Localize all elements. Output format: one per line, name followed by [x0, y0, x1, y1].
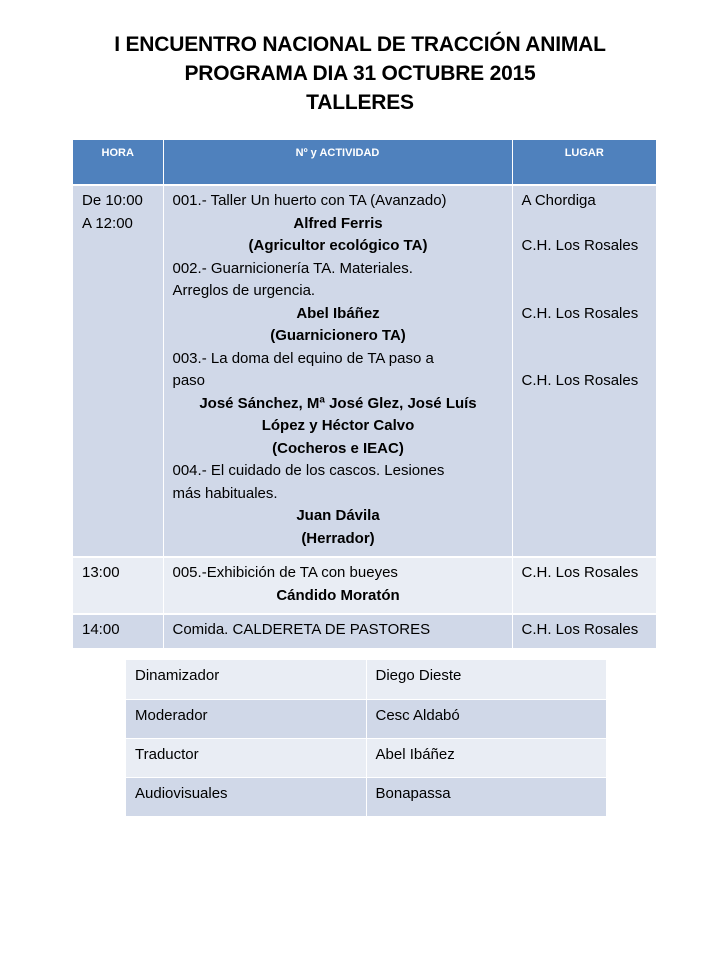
header-lugar: LUGAR: [512, 140, 656, 185]
activity-003-line2: paso: [172, 372, 206, 389]
activity-002-person: Abel Ibáñez: [296, 304, 380, 322]
activity-002-role: (Guarnicionero TA): [270, 327, 406, 344]
activity-004-person: Juan Dávila: [296, 507, 380, 524]
lugar-003: C.H. Los Rosales: [521, 304, 639, 322]
lugar-004: C.H. Los Rosales: [521, 372, 639, 389]
role-label: Dinamizador: [126, 660, 366, 699]
title-line-3: TALLERES: [306, 91, 414, 114]
activity-005-person: Cándido Moratón: [276, 586, 400, 604]
activity-005: 005.-Exhibición de TA con bueyes: [172, 564, 398, 581]
title-line-2: PROGRAMA DIA 31 OCTUBRE 2015: [184, 62, 536, 85]
title-line-1: I ENCUENTRO NACIONAL DE TRACCIÓN ANIMAL: [114, 33, 606, 56]
activity-001-role: (Agricultor ecológico TA): [248, 237, 428, 254]
cell-lugar: C.H. Los Rosales: [512, 614, 656, 648]
role-person: Abel Ibáñez: [366, 738, 606, 777]
activity-003-person-1: José Sánchez, Mª José Glez, José Luís: [199, 394, 477, 412]
cell-lugar: [512, 185, 656, 557]
table-row: [126, 738, 606, 777]
role-label: Audiovisuales: [126, 777, 366, 816]
cell-hora: 14:00: [73, 614, 163, 648]
lugar-002: C.H. Los Rosales: [521, 237, 639, 254]
roles-table: [126, 660, 606, 817]
header-hora: HORA: [73, 140, 163, 185]
role-label: Moderador: [126, 699, 366, 738]
header-actividad: Nº y ACTIVIDAD: [163, 140, 512, 185]
activity-001: 001.- Taller Un huerto con TA (Avanzado): [172, 192, 447, 209]
table-row: [73, 557, 656, 614]
activity-004-role: (Herrador): [301, 529, 375, 547]
lugar-001: A Chordiga: [521, 192, 596, 209]
program-header-row: [73, 140, 656, 185]
activity-002-line2: Arreglos de urgencia.: [172, 282, 316, 299]
activity-001-person: Alfred Ferris: [293, 214, 383, 232]
hora-end: A 12:00: [82, 214, 133, 232]
activity-003-person-2: López y Héctor Calvo: [261, 417, 415, 434]
role-person: Cesc Aldabó: [366, 699, 606, 738]
program-table: [73, 140, 656, 648]
table-row: [126, 699, 606, 738]
activity-003-role: (Cocheros e IEAC): [272, 439, 404, 457]
activity-003-line1: 003.- La doma del equino de TA paso a: [172, 349, 434, 367]
activity-002-line1: 002.- Guarnicionería TA. Materiales.: [172, 259, 413, 277]
cell-lugar: C.H. Los Rosales: [512, 557, 656, 614]
table-row: [126, 777, 606, 816]
cell-actividad: [163, 185, 512, 557]
table-row: [73, 185, 656, 557]
cell-hora: [73, 185, 163, 557]
cell-actividad: Comida. CALDERETA DE PASTORES: [163, 614, 512, 648]
role-person: Bonapassa: [366, 777, 606, 816]
table-row: [73, 614, 656, 648]
table-row: [126, 660, 606, 699]
role-person: Diego Dieste: [366, 660, 606, 699]
cell-actividad: [163, 557, 512, 614]
activity-004-line2: más habituales.: [172, 484, 278, 502]
activity-004-line1: 004.- El cuidado de los cascos. Lesiones: [172, 462, 445, 479]
cell-hora: 13:00: [73, 557, 163, 614]
hora-start: De 10:00: [82, 192, 143, 209]
document-title: [0, 30, 720, 117]
role-label: Traductor: [126, 738, 366, 777]
